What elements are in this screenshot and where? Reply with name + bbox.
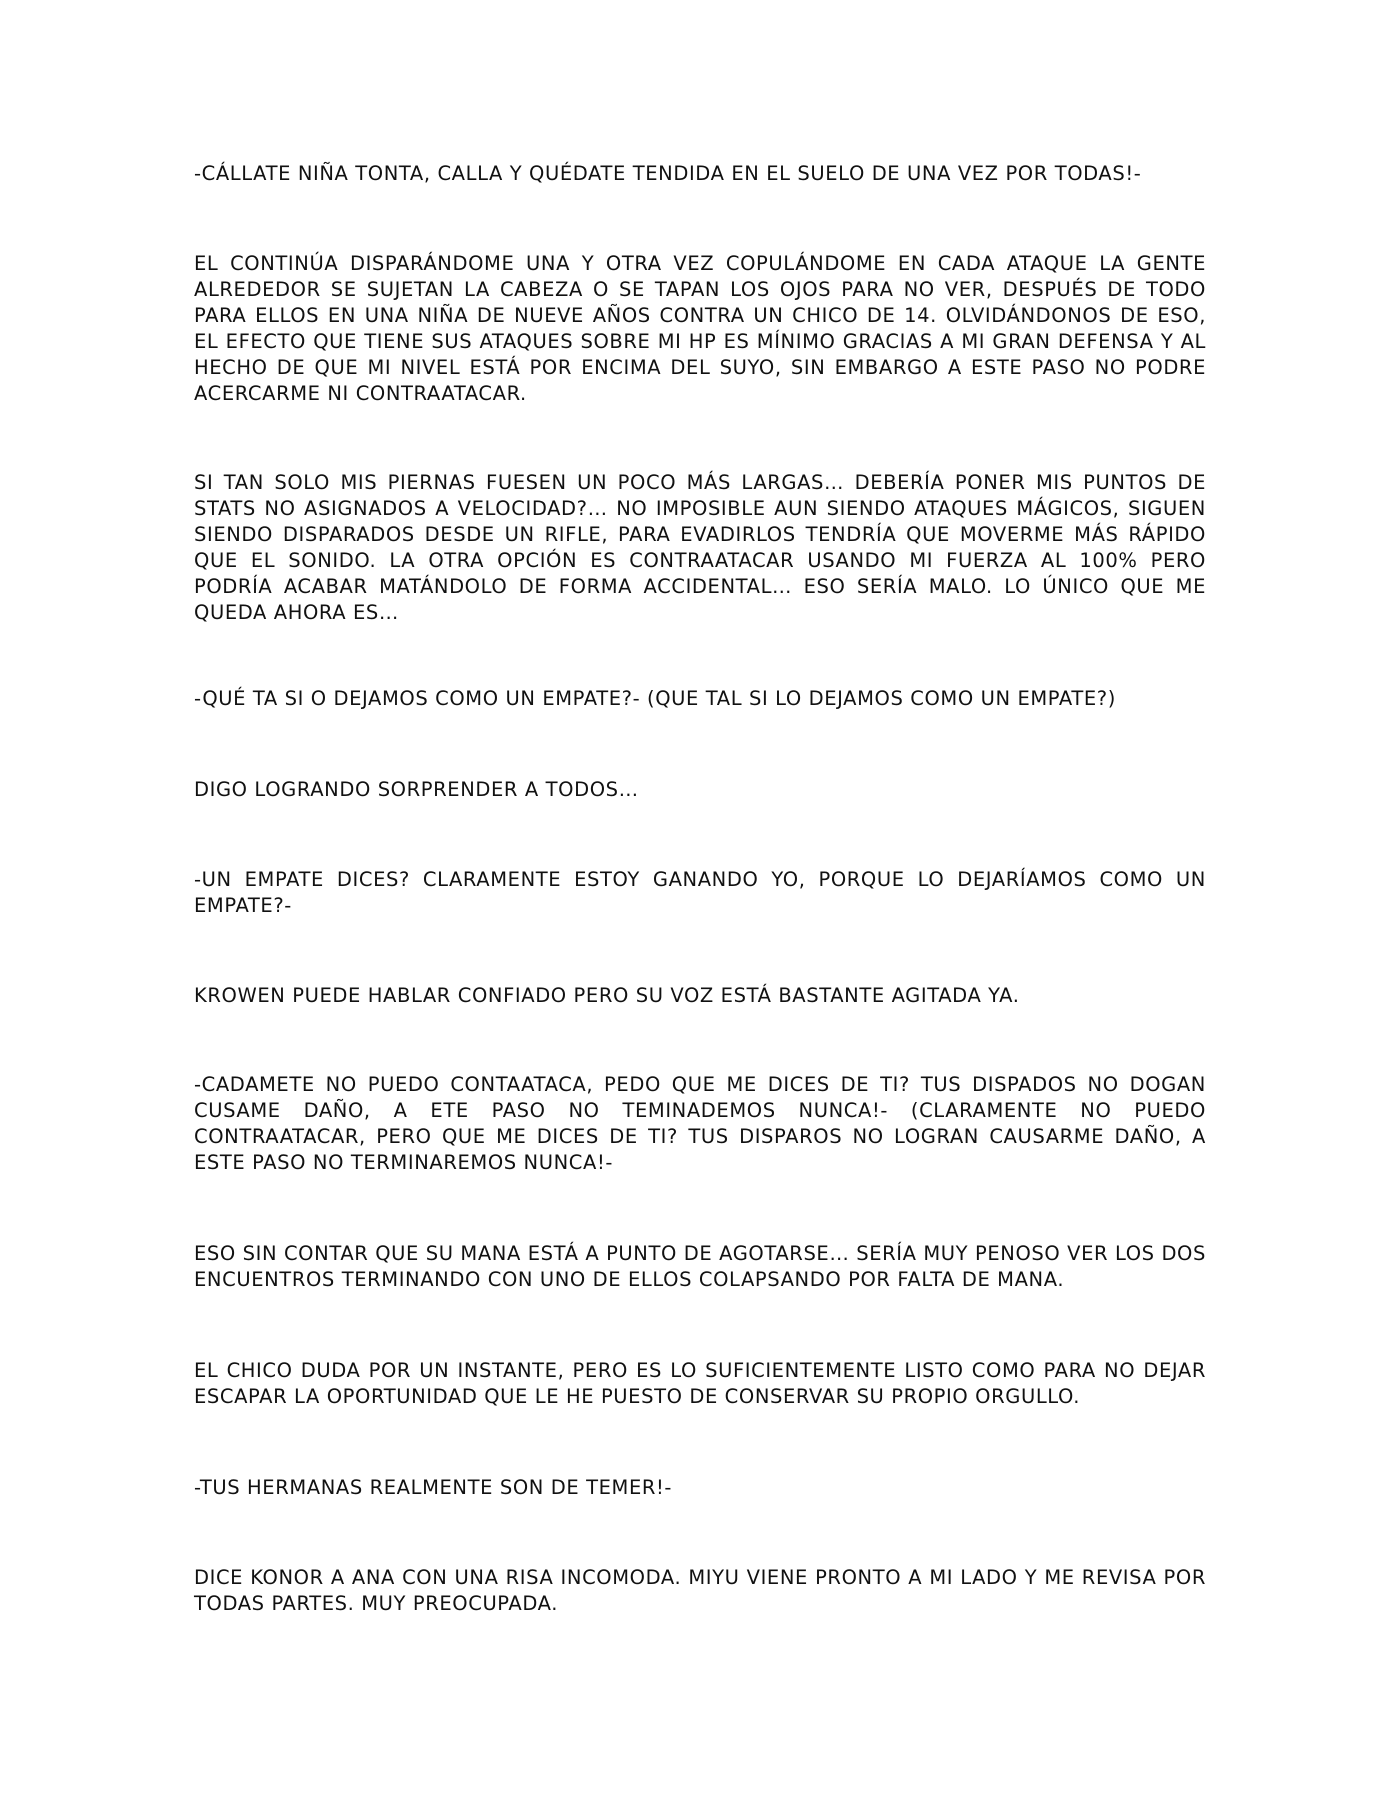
- paragraph-11: -TUS HERMANAS REALMENTE SON DE TEMER!-: [194, 1476, 673, 1499]
- paragraph-4: -QUÉ TA SI O DEJAMOS COMO UN EMPATE?- (QUE TAL SI LO DEJAMOS COMO UN EMPATE?): [194, 687, 1116, 710]
- paragraph-1: -CÁLLATE NIÑA TONTA, CALLA Y QUÉDATE TENDIDA EN EL SUELO DE UNA VEZ POR TODAS!-: [194, 162, 1142, 185]
- paragraph-3: SI TAN SOLO MIS PIERNAS FUESEN UN POCO MÁS LARGAS… DEBERÍA PONER MIS PUNTOS DE STATS NO ASIGNADOS A VELOCIDAD?… NO IMPOSIBLE AUN SIENDO ATAQUES MÁGICOS, SIGUEN SIENDO DISPARADOS DESDE UN RIFLE, PARA EVADIRLOS TENDRÍA QUE MOVERME MÁS RÁPIDO QUE EL SONIDO. LA OTRA OPCIÓN ES CONTRAATACAR USANDO MI FUERZA AL 100% PERO PODRÍA ACABAR MATÁNDOLO DE FORMA ACCIDENTAL… ESO SERÍA MALO. LO ÚNICO QUE ME QUEDA AHORA ES…: [194, 471, 1206, 624]
- paragraph-12: DICE KONOR A ANA CON UNA RISA INCOMODA. MIYU VIENE PRONTO A MI LADO Y ME REVISA POR TODAS PARTES. MUY PREOCUPADA.: [194, 1566, 1206, 1615]
- paragraph-5: DIGO LOGRANDO SORPRENDER A TODOS…: [194, 778, 639, 801]
- paragraph-7: KROWEN PUEDE HABLAR CONFIADO PERO SU VOZ ESTÁ BASTANTE AGITADA YA.: [194, 984, 1020, 1007]
- paragraph-10: EL CHICO DUDA POR UN INSTANTE, PERO ES LO SUFICIENTEMENTE LISTO COMO PARA NO DEJAR ESCAPAR LA OPORTUNIDAD QUE LE HE PUESTO DE CONSERVAR SU PROPIO ORGULLO.: [194, 1359, 1206, 1408]
- paragraph-8: -CADAMETE NO PUEDO CONTAATACA, PEDO QUE ME DICES DE TI? TUS DISPADOS NO DOGAN CUSAME DAÑO, A ETE PASO NO TEMINADEMOS NUNCA!- (CLARAMENTE NO PUEDO CONTRAATACAR, PERO QUE ME DICES DE TI? TUS DISPAROS NO LOGRAN CAUSARME DAÑO, A ESTE PASO NO TERMINAREMOS NUNCA!-: [194, 1073, 1206, 1174]
- paragraph-6: -UN EMPATE DICES? CLARAMENTE ESTOY GANANDO YO, PORQUE LO DEJARÍAMOS COMO UN EMPATE?-: [194, 868, 1206, 917]
- paragraph-9: ESO SIN CONTAR QUE SU MANA ESTÁ A PUNTO DE AGOTARSE… SERÍA MUY PENOSO VER LOS DOS ENCUENTROS TERMINANDO CON UNO DE ELLOS COLAPSANDO POR FALTA DE MANA.: [194, 1242, 1206, 1291]
- paragraph-2: EL CONTINÚA DISPARÁNDOME UNA Y OTRA VEZ COPULÁNDOME EN CADA ATAQUE LA GENTE ALREDEDOR SE SUJETAN LA CABEZA O SE TAPAN LOS OJOS PARA NO VER, DESPUÉS DE TODO PARA ELLOS EN UNA NIÑA DE NUEVE AÑOS CONTRA UN CHICO DE 14. OLVIDÁNDONOS DE ESO, EL EFECTO QUE TIENE SUS ATAQUES SOBRE MI HP ES MÍNIMO GRACIAS A MI GRAN DEFENSA Y AL HECHO DE QUE MI NIVEL ESTÁ POR ENCIMA DEL SUYO, SIN EMBARGO A ESTE PASO NO PODRE ACERCARME NI CONTRAATACAR.: [194, 252, 1206, 405]
